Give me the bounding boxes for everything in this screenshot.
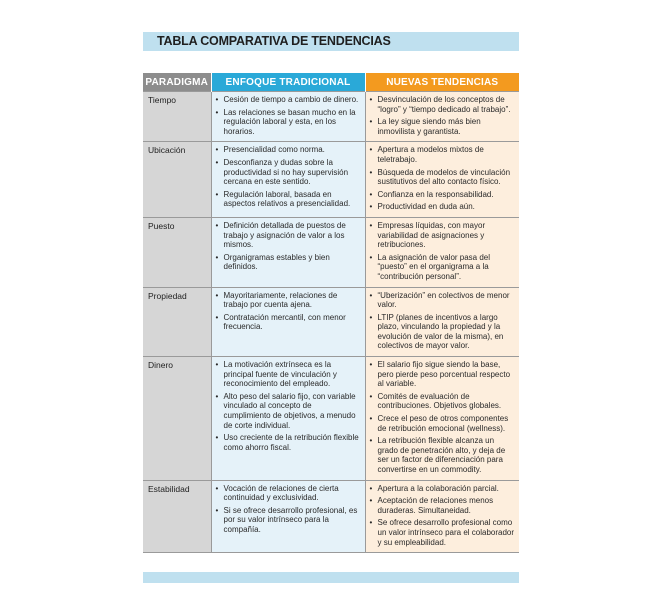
list-item: • Si se ofrece desarrollo profesional, es por su valor intrínseco para la compañía.: [216, 506, 361, 535]
list-item: • Definición detallada de puestos de trabajo y asignación de valor a los mismos.: [216, 221, 361, 250]
bullet-list: [370, 484, 516, 548]
table-row: [143, 480, 519, 553]
list-item: • Productividad en duda aún.: [370, 202, 516, 212]
row-label: Propiedad: [143, 287, 211, 357]
table-row: [143, 142, 519, 218]
header-nuevas-tendencias: NUEVAS TENDENCIAS: [365, 73, 519, 92]
row-label: Estabilidad: [143, 480, 211, 553]
bullet-list: [216, 145, 361, 209]
list-item: • Búsqueda de modelos de vinculación sustitutivos del alto contacto físico.: [370, 168, 516, 187]
list-item: • Apertura a la colaboración parcial.: [370, 484, 516, 494]
list-item: • Uso creciente de la retribución flexible como ahorro fiscal.: [216, 433, 361, 452]
table-row: [143, 357, 519, 481]
list-item: • “Uberización” en colectivos de menor valor.: [370, 291, 516, 310]
cell-enfoque-tradicional: [211, 357, 365, 481]
list-item: • Organigramas estables y bien definidos.: [216, 253, 361, 272]
list-item: • LTIP (planes de incentivos a largo plazo, vinculando la propiedad y la evolución de valor de la misma), en colectivos de mayor valor.: [370, 313, 516, 351]
list-item: • Las relaciones se basan mucho en la regulación laboral y esta, en los horarios.: [216, 108, 361, 137]
cell-enfoque-tradicional: [211, 92, 365, 142]
list-item: • Alto peso del salario fijo, con variable vinculado al concepto de cumplimiento de objetivos, a menudo de corte individual.: [216, 392, 361, 430]
cell-nuevas-tendencias: [365, 92, 519, 142]
row-label: Dinero: [143, 357, 211, 481]
bullet-list: [370, 145, 516, 212]
row-label: Puesto: [143, 217, 211, 287]
list-item: • La asignación de valor pasa del “puesto” en el organigrama a la “contribución personal”.: [370, 253, 516, 282]
bottom-band: [143, 572, 519, 583]
list-item: • Confianza en la responsabilidad.: [370, 190, 516, 200]
list-item: • La retribución flexible alcanza un grado de penetración alto, y deja de ser un factor de diferenciación para convertirse en un commodity.: [370, 436, 516, 474]
bullet-list: [370, 221, 516, 282]
cell-nuevas-tendencias: [365, 217, 519, 287]
bullet-list: [370, 291, 516, 352]
bullet-list: [216, 221, 361, 272]
list-item: • Aceptación de relaciones menos duraderas. Simultaneidad.: [370, 496, 516, 515]
cell-nuevas-tendencias: [365, 480, 519, 553]
cell-enfoque-tradicional: [211, 287, 365, 357]
cell-enfoque-tradicional: [211, 142, 365, 218]
page-title: TABLA COMPARATIVA DE TENDENCIAS: [157, 34, 391, 48]
list-item: • Se ofrece desarrollo profesional como un valor intrínseco para el colaborador y su empleabilidad.: [370, 518, 516, 547]
table-body: [143, 92, 519, 553]
list-item: • Regulación laboral, basada en aspectos relativos a presencialidad.: [216, 190, 361, 209]
table-row: [143, 287, 519, 357]
list-item: • Cesión de tiempo a cambio de dinero.: [216, 95, 361, 105]
list-item: • Crece el peso de otros componentes de retribución emocional (wellness).: [370, 414, 516, 433]
bullet-list: [216, 484, 361, 535]
list-item: • Mayoritariamente, relaciones de trabajo por cuenta ajena.: [216, 291, 361, 310]
cell-nuevas-tendencias: [365, 142, 519, 218]
comparison-table: [143, 73, 519, 553]
header-paradigma: PARADIGMA: [143, 73, 211, 92]
row-label: Ubicación: [143, 142, 211, 218]
bullet-list: [370, 360, 516, 475]
list-item: • Apertura a modelos mixtos de teletrabajo.: [370, 145, 516, 164]
list-item: • Presencialidad como norma.: [216, 145, 361, 155]
cell-nuevas-tendencias: [365, 287, 519, 357]
bullet-list: [216, 291, 361, 332]
cell-enfoque-tradicional: [211, 480, 365, 553]
table-row: [143, 92, 519, 142]
cell-nuevas-tendencias: [365, 357, 519, 481]
list-item: • La motivación extrínseca es la principal fuente de vinculación y reconocimiento del empleado.: [216, 360, 361, 389]
list-item: • El salario fijo sigue siendo la base, pero pierde peso porcentual respecto al variable.: [370, 360, 516, 389]
list-item: • Contratación mercantil, con menor frecuencia.: [216, 313, 361, 332]
row-label: Tiempo: [143, 92, 211, 142]
bullet-list: [370, 95, 516, 136]
title-band: [143, 32, 519, 51]
table-header-row: [143, 73, 519, 92]
list-item: • Comités de evaluación de contribuciones. Objetivos globales.: [370, 392, 516, 411]
bullet-list: [216, 95, 361, 136]
list-item: • Desconfianza y dudas sobre la productividad si no hay supervisión cercana en este sentido.: [216, 158, 361, 187]
list-item: • Empresas líquidas, con mayor variabilidad de asignaciones y retribuciones.: [370, 221, 516, 250]
cell-enfoque-tradicional: [211, 217, 365, 287]
bullet-list: [216, 360, 361, 452]
table-row: [143, 217, 519, 287]
list-item: • Vocación de relaciones de cierta continuidad y exclusividad.: [216, 484, 361, 503]
list-item: • La ley sigue siendo más bien inmovilista y garantista.: [370, 117, 516, 136]
header-enfoque-tradicional: ENFOQUE TRADICIONAL: [211, 73, 365, 92]
list-item: • Desvinculación de los conceptos de “logro” y “tiempo dedicado al trabajo”.: [370, 95, 516, 114]
